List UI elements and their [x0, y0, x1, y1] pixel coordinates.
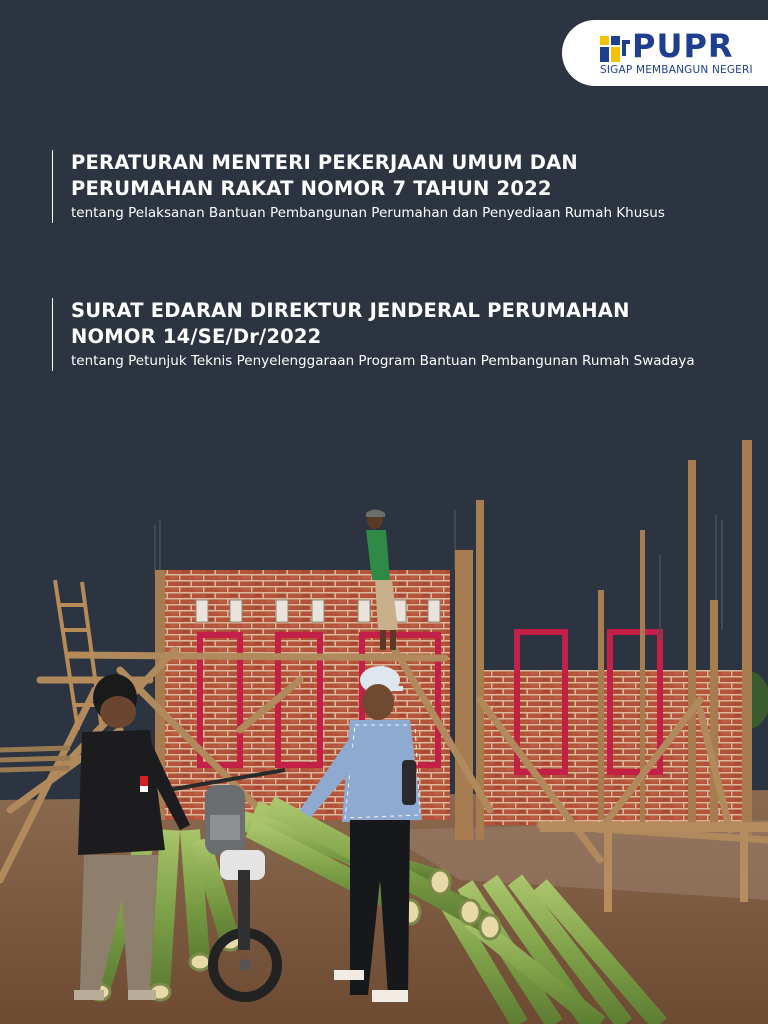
circular-title-line-2: NOMOR 14/SE/Dr/2022	[71, 325, 322, 348]
circular-title-line-1: SURAT EDARAN DIREKTUR JENDERAL PERUMAHAN	[71, 299, 630, 322]
wood-pile	[0, 748, 70, 770]
logo-tagline: SIGAP MEMBANGUN NEGERI	[600, 64, 753, 76]
logo-brand: PUPR	[632, 27, 734, 65]
regulation-title-line-2: PERUMAHAN RAKAT NOMOR 7 TAHUN 2022	[71, 177, 552, 200]
pupr-logo-icon	[600, 36, 632, 62]
regulation-title-block	[52, 150, 665, 223]
regulation-subtitle: tentang Pelaksanan Bantuan Pembangunan Perumahan dan Penyediaan Rumah Khusus	[71, 205, 665, 221]
construction-site-photo	[0, 430, 768, 1024]
circular-title-block	[52, 298, 695, 371]
regulation-title-line-1: PERATURAN MENTERI PEKERJAAN UMUM DAN	[71, 151, 578, 174]
circular-subtitle: tentang Petunjuk Teknis Penyelenggaraan Program Bantuan Pembangunan Rumah Swadaya	[71, 353, 695, 369]
vent-blocks	[196, 600, 440, 622]
